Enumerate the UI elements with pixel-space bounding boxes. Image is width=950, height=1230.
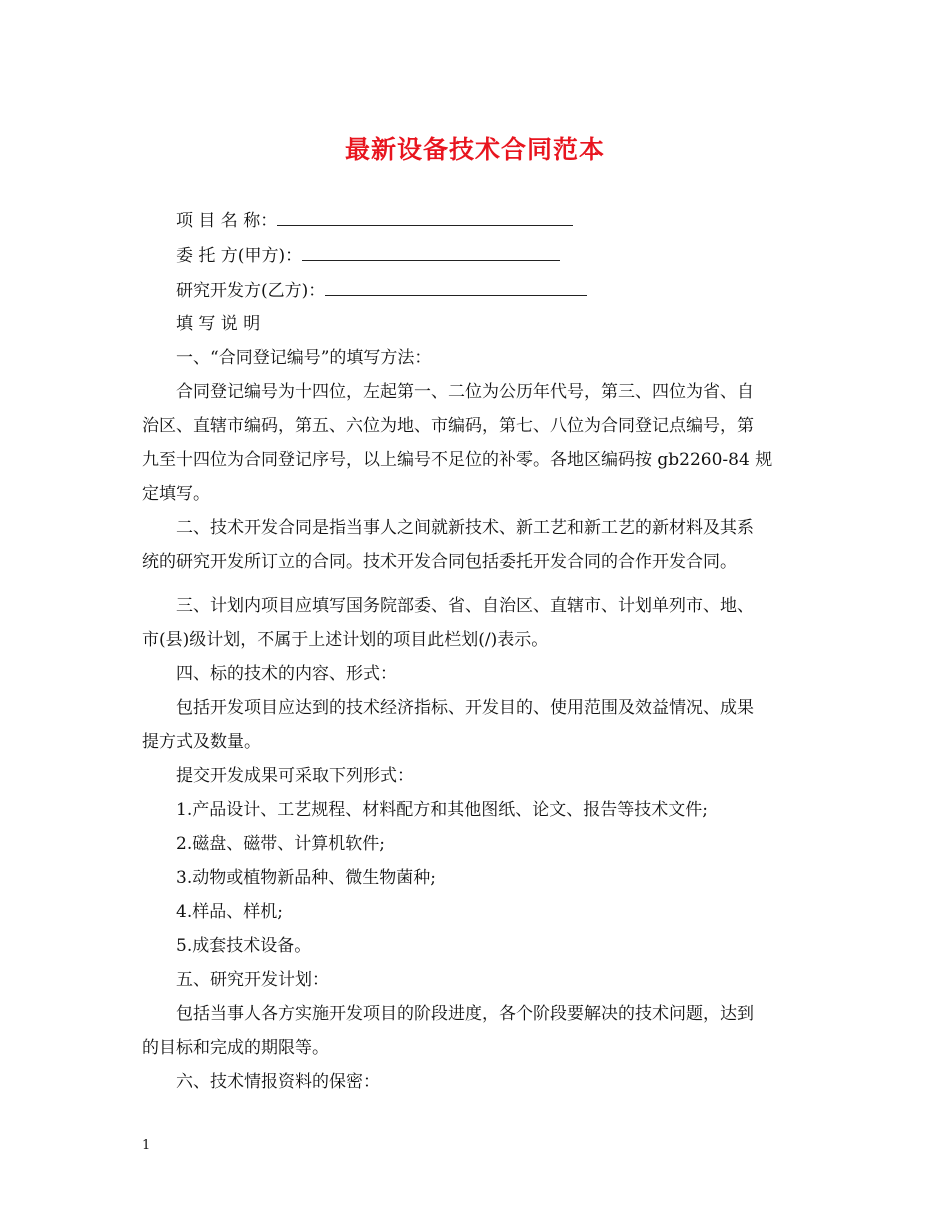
section-heading: 四、标的技术的内容、形式：	[176, 664, 397, 684]
paragraph-line: 三、计划内项目应填写国务院部委、省、自治区、直辖市、计划单列市、地、	[176, 596, 754, 616]
paragraph-line: 包括当事人各方实施开发项目的阶段进度，各个阶段要解决的技术问题，达到	[176, 1004, 754, 1024]
list-item: 2.磁盘、磁带、计算机软件;	[176, 834, 385, 854]
document-title: 最新设备技术合同范本	[344, 135, 605, 164]
field-party-a	[176, 245, 846, 266]
fill-in-blank	[302, 245, 560, 261]
paragraph-line: 统的研究开发所订立的合同。技术开发合同包括委托开发合同的合作开发合同。	[142, 552, 737, 572]
fill-in-blank	[277, 210, 573, 226]
paragraph-line: 治区、直辖市编码，第五、六位为地、市编码，第七、八位为合同登记点编号，第	[142, 416, 754, 436]
page-number: 1	[142, 1138, 151, 1153]
list-item: 1.产品设计、工艺规程、材料配方和其他图纸、论文、报告等技术文件;	[176, 800, 708, 820]
paragraph-line: 定填写。	[142, 484, 210, 504]
paragraph-line: 包括开发项目应达到的技术经济指标、开发目的、使用范围及效益情况、成果	[176, 698, 754, 718]
field-label: 委 托 方(甲方)：	[176, 246, 303, 266]
paragraph-line: 合同登记编号为十四位，左起第一、二位为公历年代号，第三、四位为省、自	[176, 382, 754, 402]
paragraph-line: 二、技术开发合同是指当事人之间就新技术、新工艺和新工艺的新材料及其系	[176, 518, 754, 538]
field-label: 研究开发方(乙方)：	[176, 281, 326, 301]
list-item: 5.成套技术设备。	[176, 936, 312, 956]
fill-in-blank	[325, 280, 587, 296]
list-item: 3.动物或植物新品种、微生物菌种;	[176, 868, 436, 888]
field-project-name	[176, 210, 846, 231]
section-heading: 填 写 说 明	[176, 314, 261, 334]
paragraph-line: 提方式及数量。	[142, 732, 261, 752]
list-item: 4.样品、样机;	[176, 902, 283, 922]
section-heading: 一、“合同登记编号”的填写方法：	[176, 348, 432, 368]
paragraph-line: 的目标和完成的期限等。	[142, 1038, 329, 1058]
field-party-b	[176, 280, 846, 301]
field-label: 项 目 名 称：	[176, 211, 278, 231]
section-heading: 六、技术情报资料的保密：	[176, 1072, 380, 1092]
paragraph-line: 九至十四位为合同登记序号，以上编号不足位的补零。各地区编码按 gb2260-84 规	[142, 450, 773, 470]
section-heading: 五、研究开发计划：	[176, 970, 329, 990]
paragraph-line: 提交开发成果可采取下列形式：	[176, 766, 414, 786]
paragraph-line: 市(县)级计划，不属于上述计划的项目此栏划(/)表示。	[142, 630, 549, 650]
